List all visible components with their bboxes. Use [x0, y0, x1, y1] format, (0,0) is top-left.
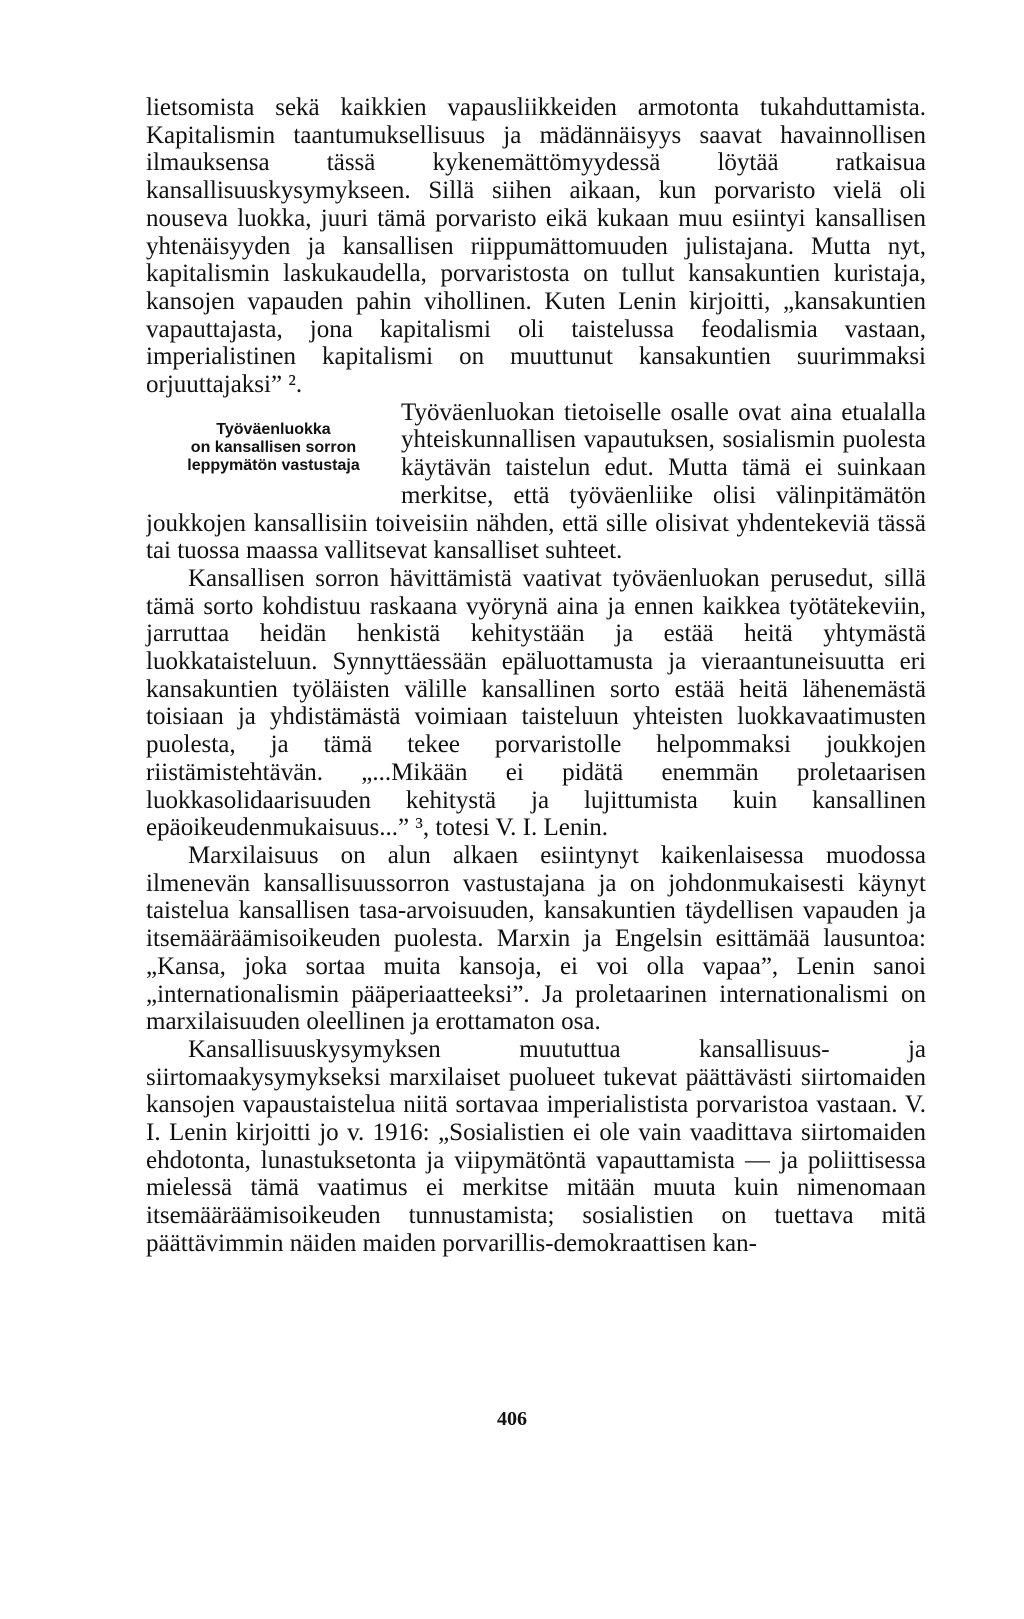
paragraph-working-class: Työväenluokan tietoiselle osalle ovat aina etualalla yhteiskunnallisen vapautuksen, sosialismin puolesta käytävän taistelun edut. Mutta tämä ei suinkaan merkitse, että työväenliike olisi välinpitämätön joukkojen kansallisiin toiveisiin nähden, että sille olisivat yhdentekeviä tässä tai tuossa maassa vallitsevat kansalliset suhteet.: [146, 398, 926, 565]
page-number: 406: [497, 1408, 527, 1430]
paragraph-national-oppression: Kansallisen sorron hävittämistä vaativat työväenluokan perusedut, sillä tämä sorto kohdistuu raskaana vyörynä aina ja ennen kaikkea työtätekeviin, jarruttaa heidän henkistä kehitystään ja estää heitä yhtymästä luokkataisteluun. Synnyttäessään epäluottamusta ja vieraantuneisuutta eri kansakuntien työläisten välille kansallinen sorto estää heitä lähenemästä toisiaan ja yhdistämästä voimiaan taisteluun yhteisten luokkavaatimusten puolesta, ja tämä tekee porvaristolle helpommaksi joukkojen riistämistehtävän. „...Mikään ei pidätä enemmän proletaarisen luokkasolidaarisuuden kehitystä ja lujittumista kuin kansallinen epäoikeudenmukaisuus...” ³, totesi V. I. Lenin.: [146, 564, 926, 842]
sidenote-section: [146, 399, 926, 565]
margin-heading-line-1: Työväenluokka: [216, 420, 331, 438]
margin-heading: [146, 399, 401, 507]
margin-heading-line-3: leppymätön vastustaja: [187, 456, 360, 474]
paragraph-colonial-question: Kansallisuuskysymyksen muututtua kansallisuus- ja siirtomaakysymykseksi marxilaiset puolueet tukevat päättävästi siirtomaiden kansojen vapaustaistelua niitä sortavaa imperialistista porvaristoa vastaan. V. I. Lenin kirjoitti jo v. 1916: „Sosialistien ei ole vain vaadittava siirtomaiden ehdotonta, lunastuksetonta ja viipymätöntä vapauttamista — ja poliittisessa mielessä tämä vaatimus ei merkitse mitään muuta kuin nimenomaan itsemääräämisoikeuden tunnustamista; sosialistien on tuettava mitä päättävimmin näiden maiden porvarillis-demokraattisen kan-: [146, 1035, 926, 1257]
body-text: [146, 94, 926, 1258]
margin-heading-line-2: on kansallisen sorron: [190, 438, 357, 456]
paragraph-opening: lietsomista sekä kaikkien vapausliikkeiden armotonta tukahduttamista. Kapitalismin taantumuksellisuus ja mädännäisyys saavat havainnollisen ilmauksensa tässä kykenemättömyydessä löytää ratkaisua kansallisuuskysymykseen. Sillä siihen aikaan, kun porvaristo vielä oli nouseva luokka, juuri tämä porvaristo eikä kukaan muu esiintyi kansallisen yhtenäisyyden ja kansallisen riippumättomuuden julistajana. Mutta nyt, kapitalismin laskukaudella, porvaristosta on tullut kansakuntien kuristaja, kansojen vapauden pahin vihollinen. Kuten Lenin kirjoitti, „kansakuntien vapauttajasta, jona kapitalismi oli taistelussa feodalismia vastaan, imperialistinen kapitalismi on muuttunut kansakuntien suurimmaksi orjuuttajaksi” ².: [146, 94, 926, 399]
paragraph-marxism: Marxilaisuus on alun alkaen esiintynyt kaikenlaisessa muodossa ilmenevän kansallisuussorron vastustajana ja on johdonmukaisesti käynyt taistelua kansallisen tasa-arvoisuuden, kansakuntien täydellisen vapauden ja itsemääräämisoikeuden puolesta. Marxin ja Engelsin esittämää lausuntoa: „Kansa, joka sortaa muita kansoja, ei voi olla vapaa”, Lenin sanoi „internationalismin pääperiaatteeksi”. Ja proletaarinen internationalismi on marxilaisuuden oleellinen ja erottamaton osa.: [146, 841, 926, 1036]
